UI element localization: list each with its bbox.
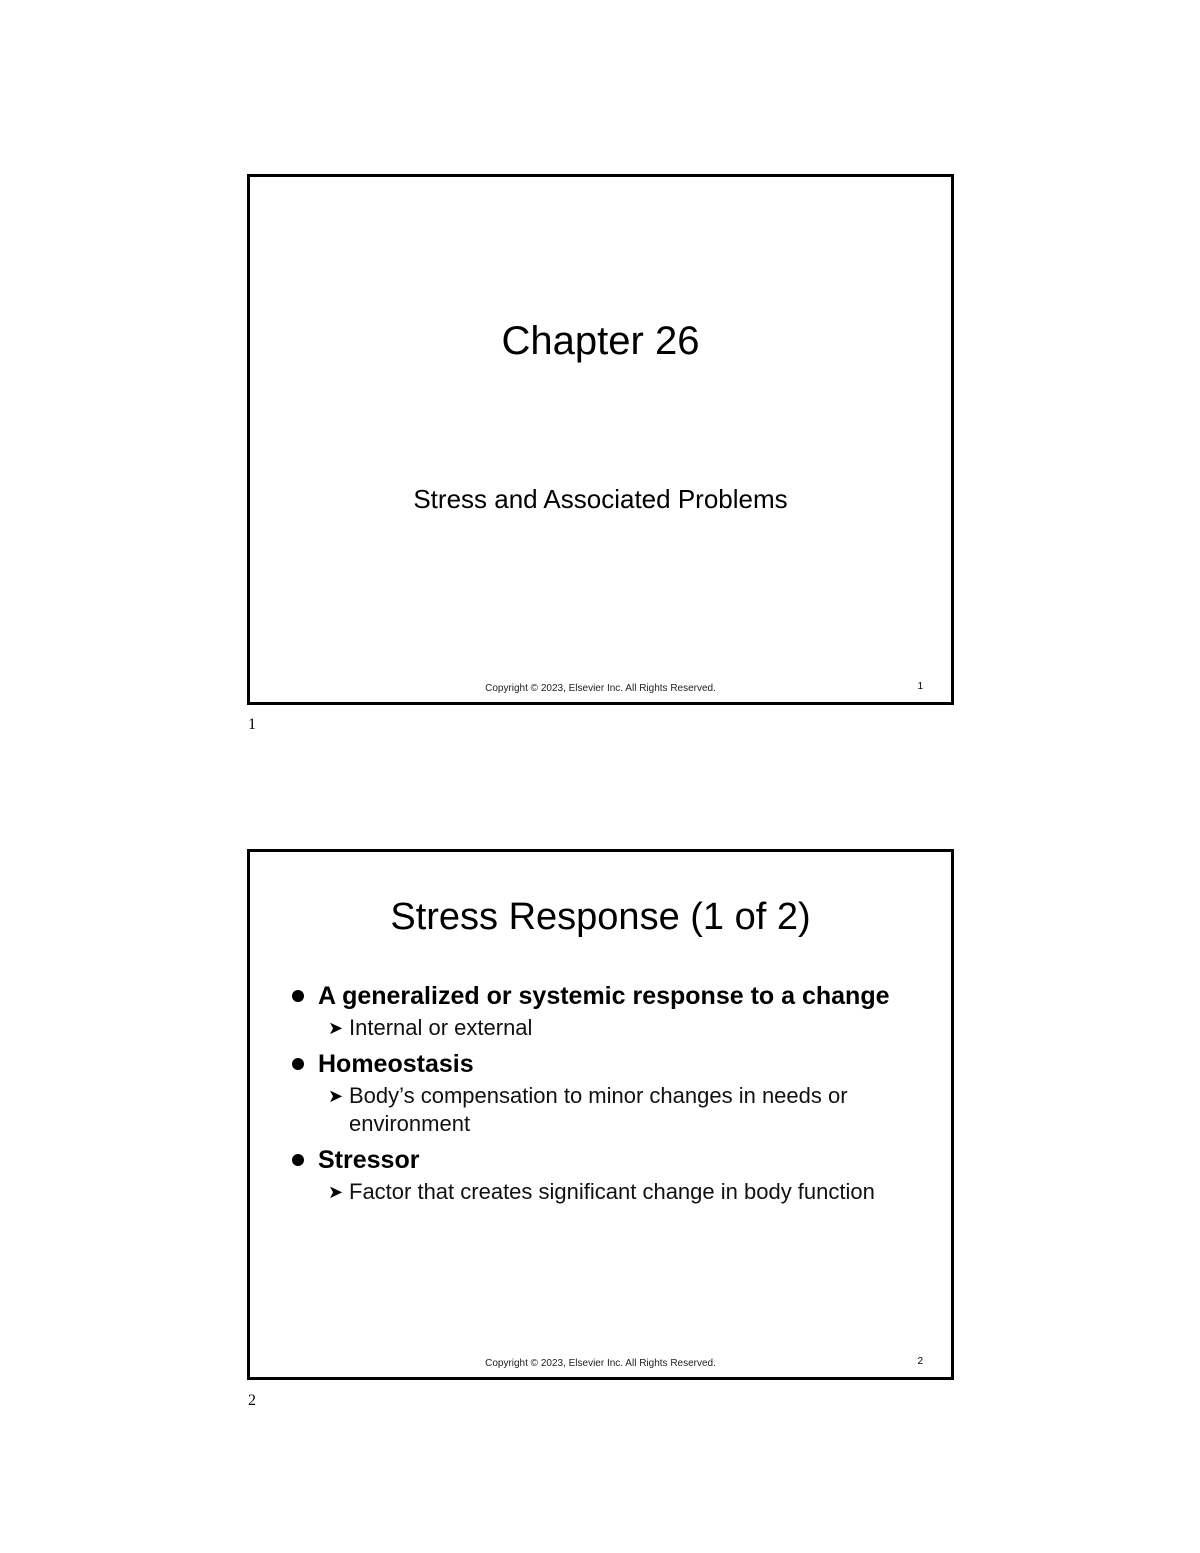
slide-1 (247, 174, 954, 705)
sub-bullet-text: Factor that creates significant change in body function (349, 1179, 875, 1204)
bullet-text: A generalized or systemic response to a change (318, 982, 890, 1010)
slide-number: 2 (917, 1356, 923, 1367)
slide-2 (247, 849, 954, 1380)
bullet-circle-icon (292, 990, 304, 1002)
bullet-circle-icon (292, 1058, 304, 1070)
bullet-circle-icon (292, 1154, 304, 1166)
page-label: 2 (248, 1392, 256, 1409)
slide-footer-copyright: Copyright © 2023, Elsevier Inc. All Rights Reserved. (485, 1358, 716, 1369)
bullet-list (290, 980, 930, 1212)
slide-number: 1 (917, 681, 923, 692)
page-label: 1 (248, 716, 256, 733)
arrowhead-right-icon: ➤ (328, 1018, 344, 1038)
sub-bullet-item (318, 1014, 930, 1042)
chapter-title: Chapter 26 (501, 319, 700, 363)
sub-bullet-text: Internal or external (349, 1015, 533, 1040)
arrowhead-right-icon: ➤ (328, 1086, 344, 1106)
bullet-item (290, 1144, 930, 1206)
bullet-item (290, 1048, 930, 1138)
sub-bullet-item (318, 1178, 930, 1206)
sub-bullet-item (318, 1082, 930, 1138)
bullet-item (290, 980, 930, 1042)
slide-footer-copyright: Copyright © 2023, Elsevier Inc. All Rights Reserved. (485, 683, 716, 694)
bullet-text: Stressor (318, 1146, 420, 1174)
sub-bullet-text: Body’s compensation to minor changes in needs or environment (349, 1083, 848, 1136)
bullet-text: Homeostasis (318, 1050, 474, 1078)
arrowhead-right-icon: ➤ (328, 1182, 344, 1202)
slide-title: Stress Response (1 of 2) (390, 896, 811, 938)
chapter-subtitle: Stress and Associated Problems (413, 484, 788, 514)
